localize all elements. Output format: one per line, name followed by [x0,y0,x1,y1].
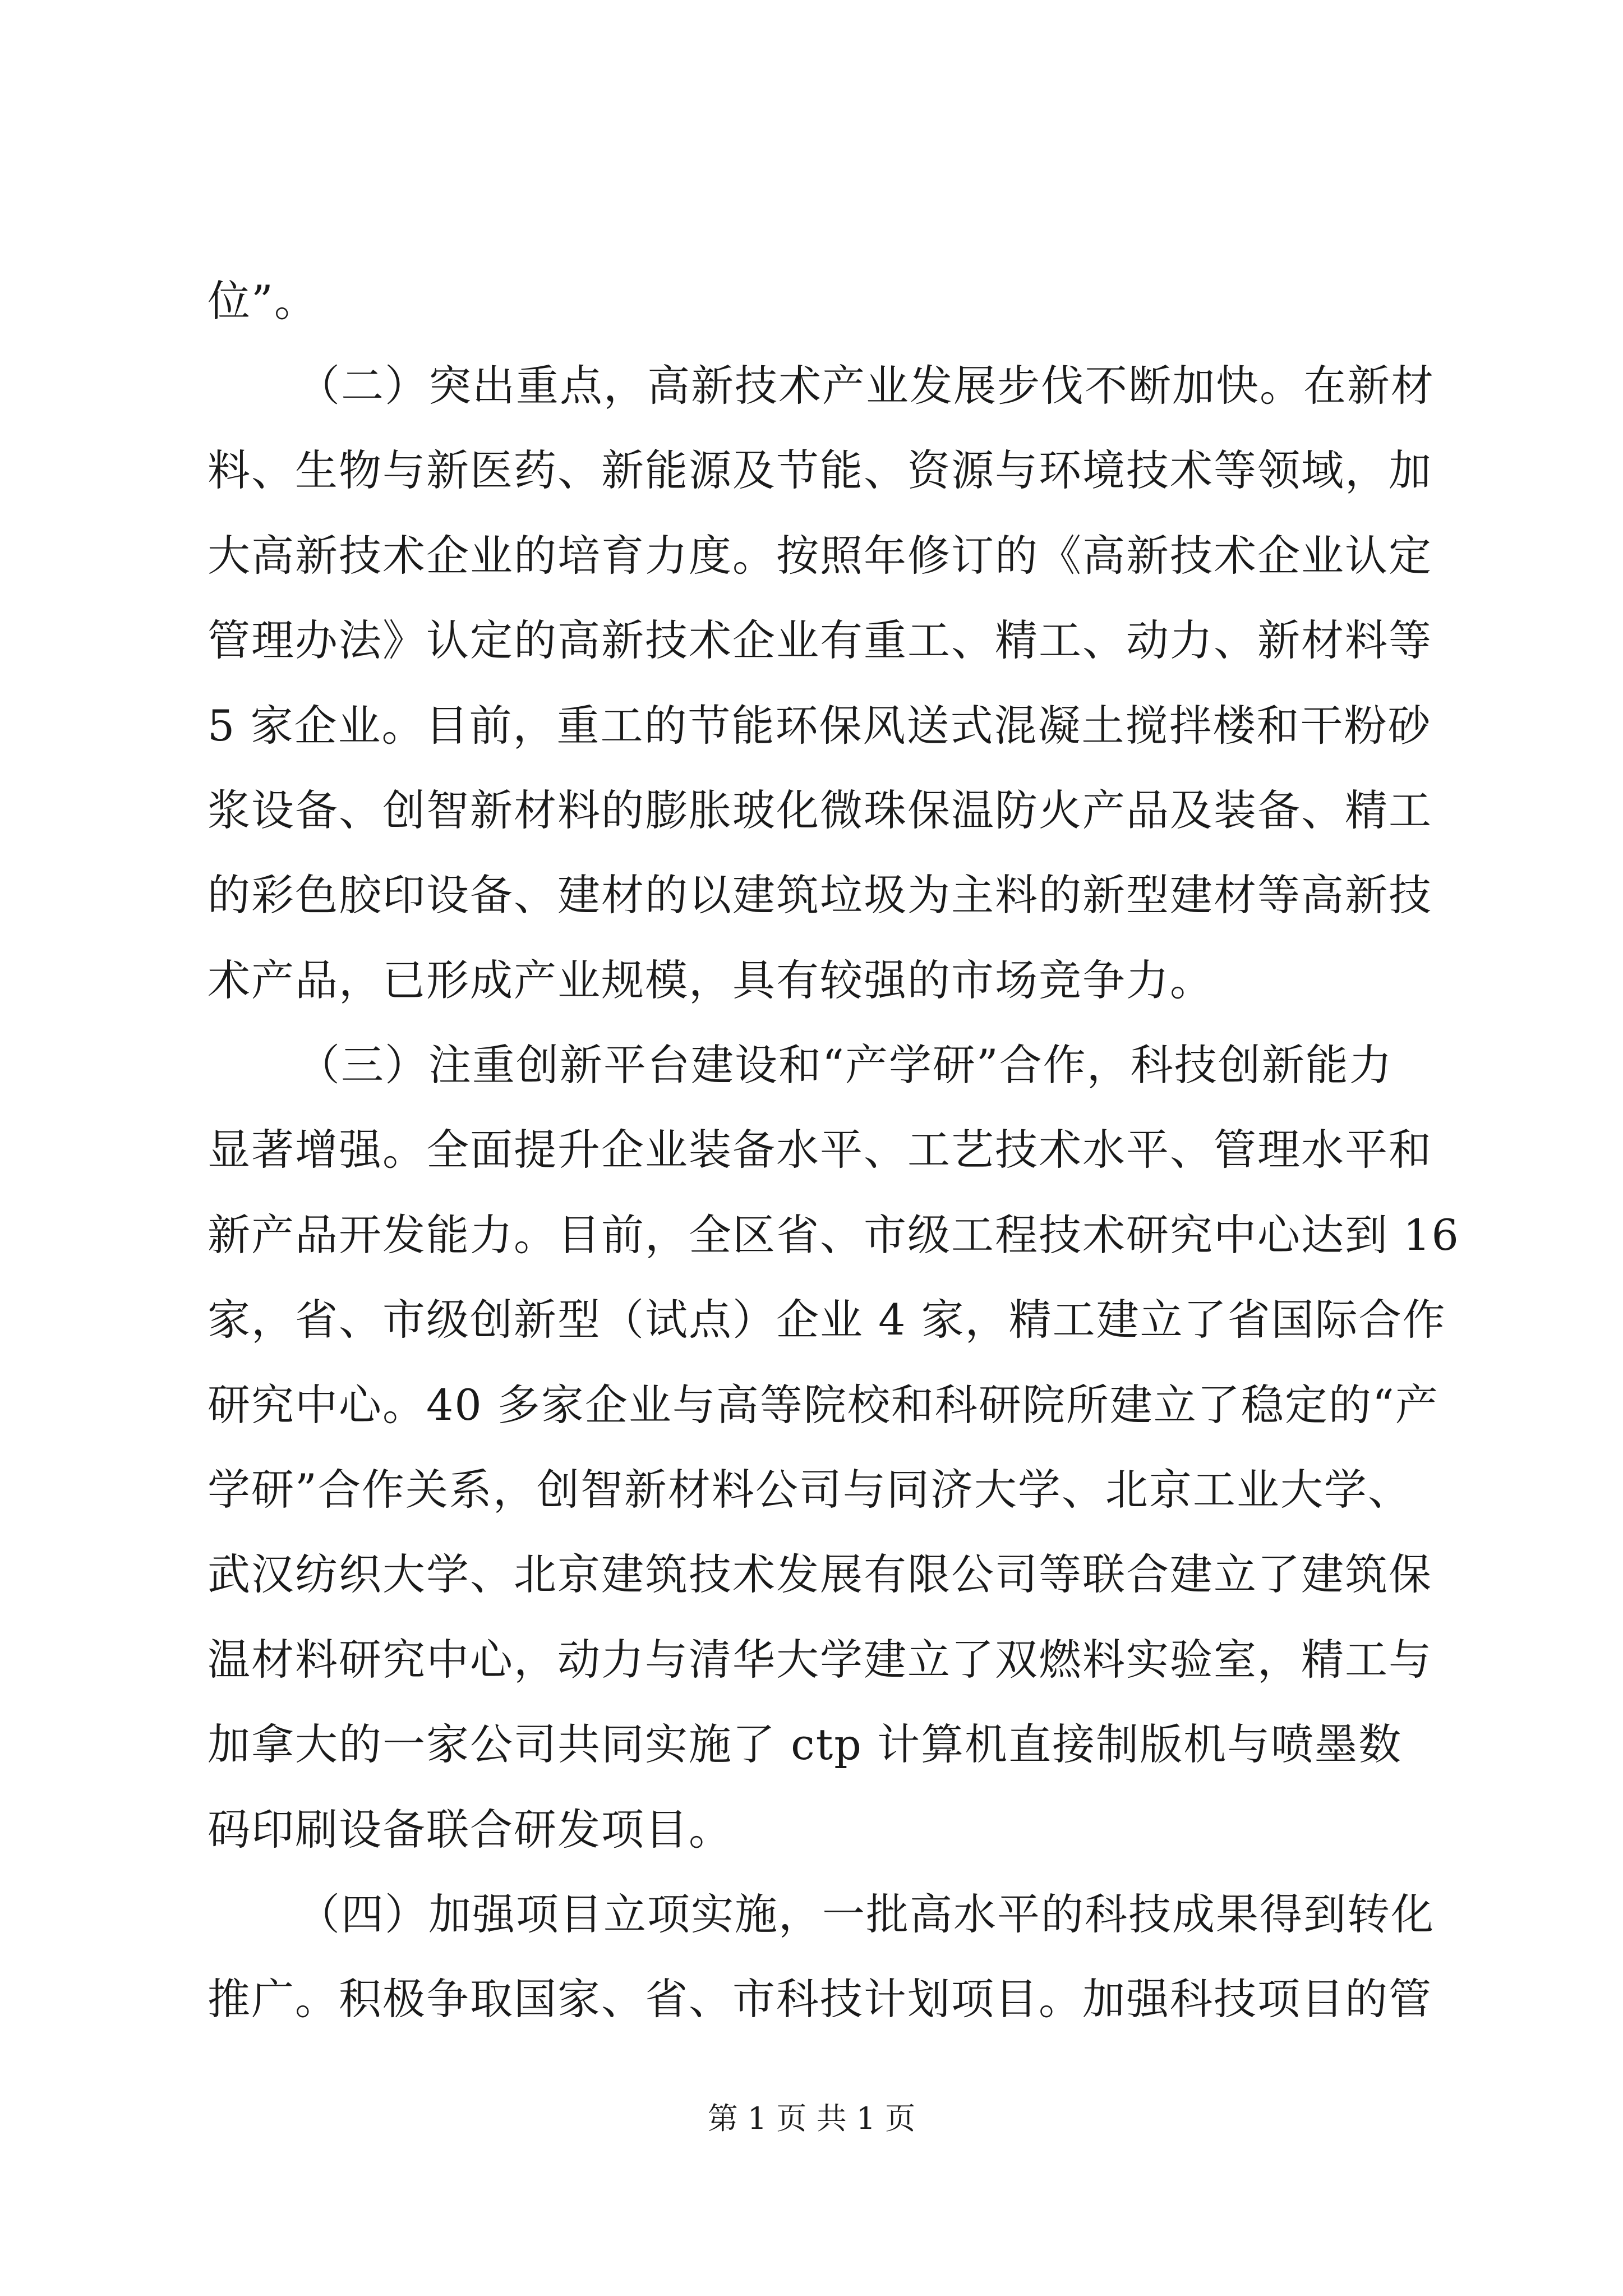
text-line: 5 家企业。目前，重工的节能环保风送式混凝土搅拌楼和干粉砂 [208,701,1432,751]
paragraph-heading-line: （二）突出重点，高新技术产业发展步伐不断加快。在新材 [297,361,1435,411]
text-line: 武汉纺织大学、北京建筑技术发展有限公司等联合建立了建筑保 [208,1549,1432,1599]
text-line: 的彩色胶印设备、建材的以建筑垃圾为主料的新型建材等高新技 [208,870,1432,920]
page-footer: 第 1 页 共 1 页 [707,2101,916,2136]
text-line: 位”。 [208,276,318,326]
text-line: 浆设备、创智新材料的膨胀玻化微珠保温防火产品及装备、精工 [208,785,1432,835]
text-line: 家，省、市级创新型（试点）企业 4 家，精工建立了省国际合作 [208,1295,1446,1345]
text-line: 学研”合作关系，创智新材料公司与同济大学、北京工业大学、 [208,1465,1412,1515]
text-line: 研究中心。40 多家企业与高等院校和科研院所建立了稳定的“产 [208,1380,1439,1430]
text-line: 显著增强。全面提升企业装备水平、工艺技术水平、管理水平和 [208,1125,1432,1175]
text-line: 新产品开发能力。目前，全区省、市级工程技术研究中心达到 16 [208,1210,1460,1260]
text-line: 术产品，已形成产业规模，具有较强的市场竞争力。 [208,955,1214,1005]
text-line: 温材料研究中心，动力与清华大学建立了双燃料实验室，精工与 [208,1635,1432,1685]
paragraph-heading-line: （四）加强项目立项实施，一批高水平的科技成果得到转化 [297,1889,1435,1939]
text-line: 料、生物与新医药、新能源及节能、资源与环境技术等领域，加 [208,445,1432,495]
text-line: 码印刷设备联合研发项目。 [208,1805,732,1855]
text-line: 加拿大的一家公司共同实施了 ctp 计算机直接制版机与喷墨数 [208,1719,1403,1769]
paragraph-heading-line: （三）注重创新平台建设和“产学研”合作，科技创新能力 [297,1040,1393,1090]
text-line: 管理办法》认定的高新技术企业有重工、精工、动力、新材料等 [208,615,1432,665]
text-line: 大高新技术企业的培育力度。按照年修订的《高新技术企业认定 [208,531,1432,581]
text-line: 推广。积极争取国家、省、市科技计划项目。加强科技项目的管 [208,1974,1432,2024]
